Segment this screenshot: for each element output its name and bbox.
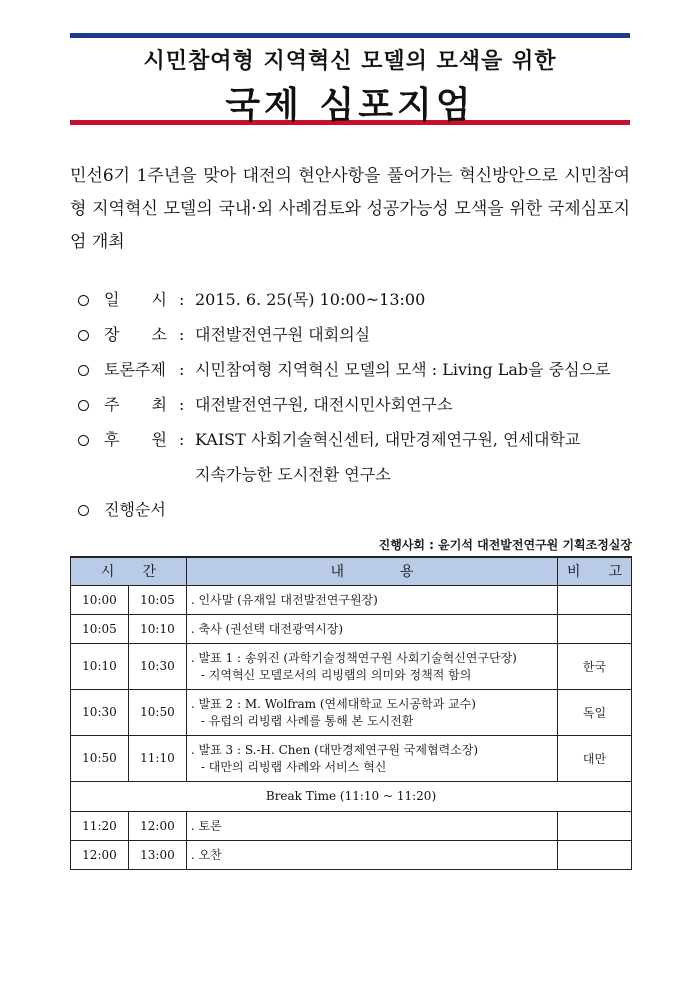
start-time: 10:50 xyxy=(71,735,129,781)
moderator-note: 진행사회 : 윤기석 대전발전연구원 기획조정실장 xyxy=(378,538,632,552)
bullet-circle-icon xyxy=(78,400,89,411)
info-row-sponsor xyxy=(78,427,638,462)
session-content: . 토론 xyxy=(186,811,557,840)
info-value: 2015. 6. 25(목) 10:00~13:00 xyxy=(195,290,426,309)
session-note xyxy=(558,585,632,614)
info-row-program xyxy=(78,497,638,532)
info-separator: : xyxy=(179,360,185,379)
event-info-list xyxy=(78,287,638,532)
info-value: 대전발전연구원, 대전시민사회연구소 xyxy=(195,395,453,414)
info-row-sponsor-continued xyxy=(78,462,638,497)
session-content: . 축사 (권선택 대전광역시장) xyxy=(186,614,557,643)
break-row xyxy=(71,781,632,811)
end-time: 12:00 xyxy=(128,811,186,840)
table-row xyxy=(71,614,632,643)
title-subheading: 시민참여형 지역혁신 모델의 모색을 위한 xyxy=(143,49,557,74)
session-content xyxy=(186,643,557,689)
table-row xyxy=(71,735,632,781)
info-label: 토론주제 xyxy=(104,360,166,379)
bullet-circle-icon xyxy=(78,295,89,306)
session-content xyxy=(186,735,557,781)
table-row xyxy=(71,689,632,735)
start-time: 11:20 xyxy=(71,811,129,840)
info-row-venue xyxy=(78,322,638,357)
bullet-circle-icon xyxy=(78,435,89,446)
bullet-circle-icon xyxy=(78,330,89,341)
info-separator: : xyxy=(179,325,185,344)
info-label: 장 소 xyxy=(104,325,167,344)
session-content: . 오찬 xyxy=(186,840,557,869)
info-value: 시민참여형 지역혁신 모델의 모색 : Living Lab을 중심으로 xyxy=(195,360,611,379)
table-header-row xyxy=(71,557,632,585)
info-separator: : xyxy=(179,395,185,414)
info-row-date xyxy=(78,287,638,322)
info-value: KAIST 사회기술혁신센터, 대만경제연구원, 연세대학교 xyxy=(195,430,581,449)
session-title: . 발표 2 : M. Wolfram (연세대학교 도시공학과 교수) xyxy=(190,697,476,711)
session-note: 한국 xyxy=(558,643,632,689)
start-time: 12:00 xyxy=(71,840,129,869)
table-row xyxy=(71,840,632,869)
info-separator: : xyxy=(179,290,185,309)
header-content: 내 용 xyxy=(186,557,557,585)
start-time: 10:00 xyxy=(71,585,129,614)
session-note: 대만 xyxy=(558,735,632,781)
session-title: . 발표 3 : S.-H. Chen (대만경제연구원 국제협력소장) xyxy=(190,743,479,757)
break-time-label: Break Time (11:10 ~ 11:20) xyxy=(71,781,632,811)
session-subtitle: - 유럽의 리빙랩 사례를 통해 본 도시전환 xyxy=(200,714,414,728)
intro-paragraph: 민선6기 1주년을 맞아 대전의 현안사항을 풀어가는 혁신방안으로 시민참여형 지역혁신 모델의 국내·외 사례검토와 성공가능성 모색을 위한 국제심포지엄 개최 xyxy=(70,166,630,252)
table-row xyxy=(71,811,632,840)
bullet-circle-icon xyxy=(78,505,89,516)
session-note xyxy=(558,811,632,840)
start-time: 10:30 xyxy=(71,689,129,735)
table-row xyxy=(71,585,632,614)
bullet-circle-icon xyxy=(78,365,89,376)
end-time: 10:05 xyxy=(128,585,186,614)
page-title: 국제 심포지엄 xyxy=(225,85,475,126)
session-note xyxy=(558,614,632,643)
info-value: 대전발전연구원 대회의실 xyxy=(195,325,371,344)
end-time: 13:00 xyxy=(128,840,186,869)
session-subtitle: - 지역혁신 모델로서의 리빙랩의 의미와 정책적 함의 xyxy=(200,668,472,682)
info-label: 일 시 xyxy=(104,290,167,309)
info-label: 주 최 xyxy=(104,395,167,414)
info-value: 지속가능한 도시전환 연구소 xyxy=(195,465,391,484)
end-time: 11:10 xyxy=(128,735,186,781)
info-row-topic xyxy=(78,357,638,392)
info-label: 후 원 xyxy=(104,430,167,449)
table-row xyxy=(71,643,632,689)
end-time: 10:10 xyxy=(128,614,186,643)
info-row-host xyxy=(78,392,638,427)
session-note xyxy=(558,840,632,869)
info-label: 진행순서 xyxy=(104,500,166,519)
header-note: 비 고 xyxy=(558,557,632,585)
session-content: . 인사말 (유재일 대전발전연구원장) xyxy=(186,585,557,614)
header-time: 시 간 xyxy=(71,557,187,585)
end-time: 10:50 xyxy=(128,689,186,735)
session-subtitle: - 대만의 리빙랩 사례와 서비스 혁신 xyxy=(200,760,387,774)
session-content xyxy=(186,689,557,735)
session-title: . 발표 1 : 송위진 (과학기술정책연구원 사회기술혁신연구단장) xyxy=(190,651,517,665)
title-box xyxy=(70,33,630,125)
info-separator: : xyxy=(179,430,185,449)
start-time: 10:10 xyxy=(71,643,129,689)
session-note: 독일 xyxy=(558,689,632,735)
start-time: 10:05 xyxy=(71,614,129,643)
schedule-table xyxy=(70,556,632,870)
end-time: 10:30 xyxy=(128,643,186,689)
